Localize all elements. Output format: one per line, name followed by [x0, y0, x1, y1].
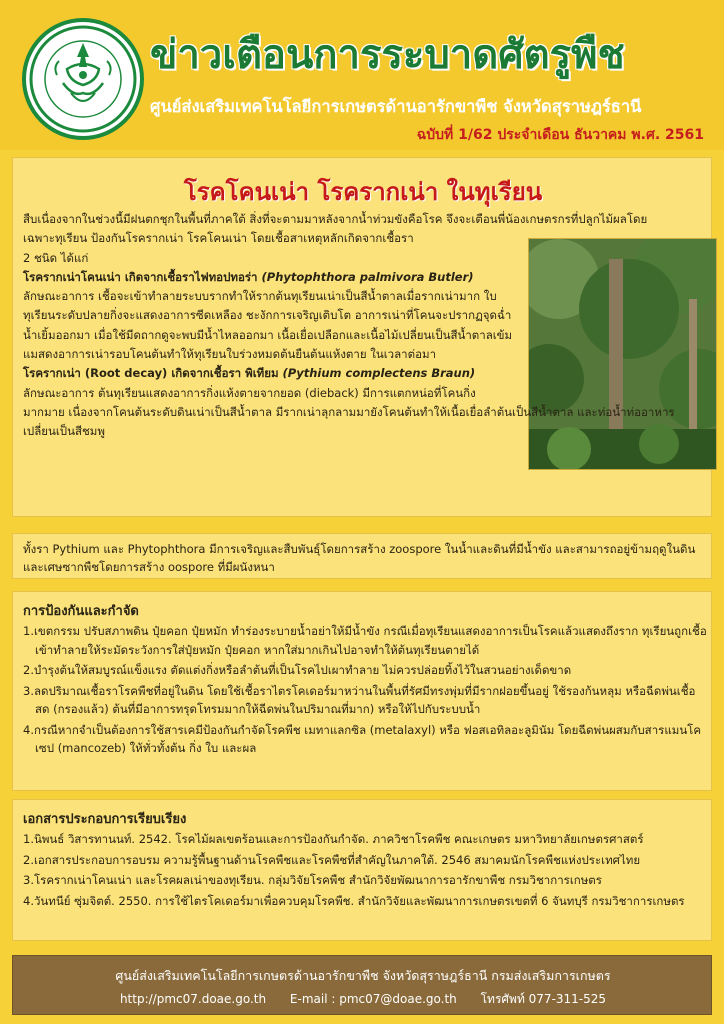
intro-line-1: สืบเนื่องจากในช่วงนี้มีฝนตกชุกในพื้นที่ภาคใต้ สิ่งที่จะตามมาหลังจากน้ำท่วมขังคือโรค จึงจะเตือนพี่น้องเกษตรกรที่ปลูกไม้ผลโดย	[23, 212, 648, 226]
website-link[interactable]: http://pmc07.doae.go.th	[119, 992, 267, 1006]
disease1-body: ลักษณะอาการ เชื้อจะเข้าทำลายระบบรากทำให้รากต้นทุเรียนเน่าเป็นสีน้ำตาลเมื่อรากเน่ามาก ใบทุเรียนระดับปลายกิ่งจะแสดงอาการซีดเหลือง ชะงักการเจริญเติบโต อาการเน่าที่โคนจะปรากฏจุดฉ่ำน้ำเยิ้มออกมา เมื่อใช้มีดถากดูจะพบมีน้ำไหลออกมา เนื้อเยื่อเปลือกและเนื้อไม้เปลี่ยนเป็นสีน้ำตาลเข้มแมสดงอาการเน่ารอบโคนต้นทำให้ทุเรียนใบร่วงหมดต้นยืนต้นแห้งตาย ในเวลาต่อมา	[23, 289, 513, 362]
prevention-title: การป้องกันและกำจัด	[23, 604, 139, 619]
phone-number: โทรศัพท์ 077-311-525	[480, 992, 607, 1006]
reference-item: 1.นิพนธ์ วิสารทานนท์. 2542. โรคไม้ผลเขตร้อนและการป้องกันกำจัด. ภาควิชาโรคพืช คณะเกษตร มหาวิทยาลัยเกษตรศาสตร์	[23, 832, 644, 846]
article-title: โรคโคนเน่า โรครากเน่า ในทุเรียน	[183, 178, 543, 206]
email-link[interactable]: E-mail : pmc07@doae.go.th	[289, 992, 457, 1006]
prevention-item: 4.กรณีหากจำเป็นต้องการใช้สารเคมีป้องกันกำจัดโรคพืช เมทาแลกซิล (metalaxyl) หรือ ฟอสเอทิลอะลูมินัม โดยฉีดพ่นผสมกับสารแมนโคเซป (mancozeb) ให้ทั่วทั้งต้น กิ่ง ใบ และผล	[23, 722, 702, 755]
header	[0, 0, 724, 150]
disease2-heading	[23, 364, 523, 383]
prevention-card	[12, 591, 712, 791]
disease1-scientific-name: (Phytophthora palmivora Butler)	[261, 269, 474, 284]
disease1-head: โรครากเน่าโคนเน่า เกิดจากเชื้อราไฟทอปทอร่า	[23, 269, 262, 284]
zoospore-note-text: ทั้งรา Pythium และ Phytophthora มีการเจริญและสืบพันธุ์โดยการสร้าง zoospore ในน้ำและดินที่มีน้ำขัง และสามารถอยู่ข้ามฤดูในดินและเศษซากพืชโดยการสร้าง oospore ที่มีผนังหนา	[23, 542, 696, 574]
disease2-body-1: ลักษณะอาการ ต้นทุเรียนแสดงอาการกิ่งแห้งตายจากยอด (dieback) มีการแตกหน่อที่โคนกิ่ง	[23, 385, 476, 400]
bulletin-title: ข่าวเตือนการระบาดศัตรูพืช	[150, 32, 625, 78]
disease2-head: โรครากเน่า (Root decay) เกิดจากเชื้อรา พิเทียม	[23, 366, 283, 381]
footer-contact	[13, 990, 713, 1009]
references-card	[12, 799, 712, 941]
reference-item: 2.เอกสารประกอบการอบรม ความรู้พื้นฐานด้านโรคพืชและโรคพืชที่สำคัญในภาคใต้. 2546 สมาคมนักโรคพืชแห่งประเทศไทย	[23, 852, 641, 867]
intro-line-3: 2 ชนิด ได้แก่	[23, 250, 89, 265]
reference-item: 3.โรครากเน่าโคนเน่า และโรคผลเน่าของทุเรียน. กลุ่มวิจัยโรคพืช สำนักวิจัยพัฒนาการอารักขาพืช กรมวิชาการเกษตร	[23, 873, 602, 887]
prevention-list	[23, 622, 707, 760]
garuda-emblem-icon	[27, 23, 139, 135]
article-card	[12, 157, 712, 517]
footer-organization: ศูนย์ส่งเสริมเทคโนโลยีการเกษตรด้านอารักขาพืช จังหวัดสุราษฎร์ธานี กรมส่งเสริมการเกษตร	[115, 968, 611, 983]
intro-line-2: เฉพาะทุเรียน ป้องกันโรครากเน่า โรคโคนเน่า โดยเชื้อสาเหตุหลักเกิดจากเชื้อรา	[23, 231, 414, 246]
prevention-item: 1.เขตกรรม ปรับสภาพดิน ปุ๋ยคอก ปุ๋ยหมัก ทำร่องระบายน้ำอย่าให้มีน้ำขัง กรณีเมื่อทุเรียนแสดงอาการเป็นโรคแล้วแสดงถึงราก ทุเรียนถูกเชื้อเข้าทำลายให้ระมัดระวังการใส่ปุ๋ยหมัก ปุ๋ยคอก หากใส่มากเกินไปอาจทำให้ต้นทุเรียนตายได้	[23, 624, 707, 657]
footer	[12, 955, 712, 1015]
references-list	[23, 830, 707, 912]
disease1-heading	[23, 268, 523, 287]
references-title: เอกสารประกอบการเรียบเรียง	[23, 812, 187, 827]
reference-item: 4.วันทนีย์ ซุ่มจิตต์. 2550. การใช้ไตรโคเดอร์มาเพื่อควบคุมโรคพืช. สำนักวิจัยและพัฒนาการเกษตรเขตที่ 6 จันทบุรี กรมวิชาการเกษตร	[23, 893, 685, 908]
disease2-scientific-name: (Pythium complectens Braun)	[282, 366, 476, 381]
article-body	[23, 210, 703, 442]
prevention-item: 3.ลดปริมาณเชื้อราโรคพืชที่อยู่ในดิน โดยใช้เชื้อราไตรโคเดอร์มาหว่านในพื้นที่รัศมีทรงพุ่มที่มีรากฝอยขึ้นอยู่ ใช้รองก้นหลุม หรือฉีดพ่นเชื้อสด (กรองแล้ว) ต้นที่มีอาการทรุดโทรมมากให้ฉีดพ่นในปริมาณที่มาก) หรือให้ไปกับระบบน้ำ	[23, 683, 696, 716]
issue-number: ฉบับที่ 1/62 ประจำเดือน ธันวาคม พ.ศ. 2561	[416, 127, 704, 143]
bulletin-subtitle: ศูนย์ส่งเสริมเทคโนโลยีการเกษตรด้านอารักขาพืช จังหวัดสุราษฎร์ธานี	[150, 97, 642, 116]
prevention-item: 2.บำรุงต้นให้สมบูรณ์แข็งแรง ตัดแต่งกิ่งหรือลำต้นที่เป็นโรคไปเผาทำลาย ไม่ควรปล่อยทิ้งไว้ในสวนอย่างเด็ดขาด	[23, 663, 572, 677]
zoospore-note-card	[12, 533, 712, 579]
doae-logo	[22, 18, 144, 140]
disease2-body-2: มากมาย เนื่องจากโคนต้นระดับดินเน่าเป็นสีน้ำตาล มีรากเน่าลุกลามมายังโคนต้นทำให้เนื้อเยื่อลำต้นเป็นสีน้ำตาล และท่อน้ำท่ออาหารเปลี่ยนเป็นสีชมพู	[23, 404, 675, 439]
